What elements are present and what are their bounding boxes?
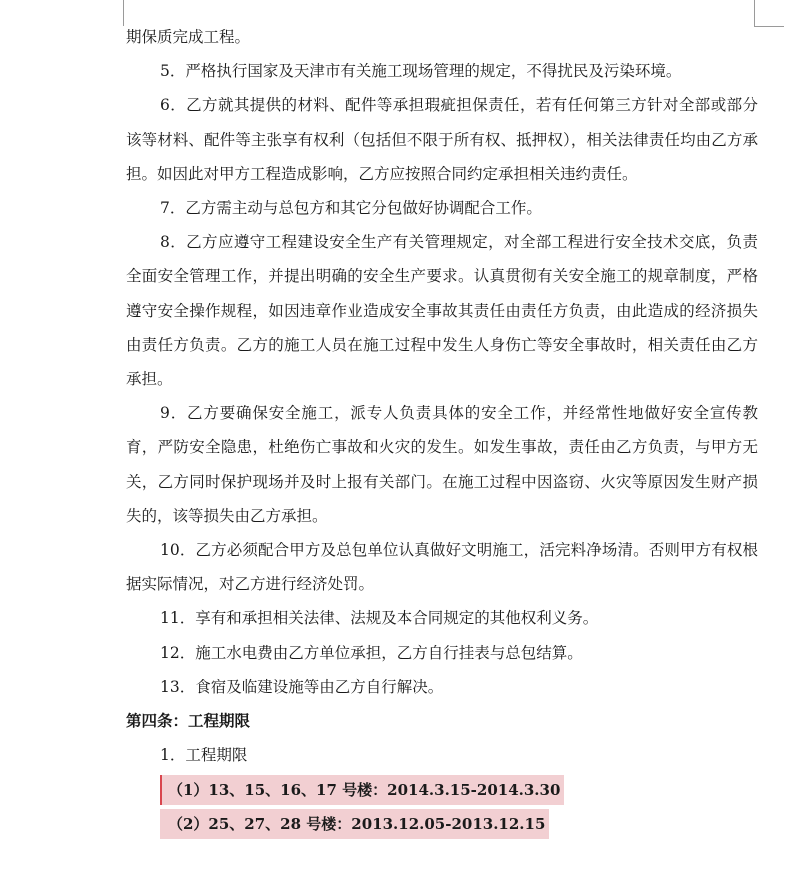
paragraph-5: 5．严格执行国家及天津市有关施工现场管理的规定，不得扰民及污染环境。 — [160, 62, 682, 81]
crop-mark-left — [123, 0, 124, 26]
schedule-row-2 — [126, 807, 758, 841]
highlighted-schedule-text-2: （2）25、27、28 号楼：2013.12.05-2013.12.15 — [160, 809, 549, 839]
paragraph-9: 9．乙方要确保安全施工，派专人负责具体的安全工作，并经常性地做好安全宣传教育，严防安全隐患，杜绝伤亡事故和火灾的发生。如发生事故，责任由乙方负责，与甲方无关，乙方同时保护现场并及时上报有关部门。在施工过程中因盗窃、火灾等原因发生财产损失的，该等损失由乙方承担。 — [126, 404, 758, 525]
paragraph-10: 10．乙方必须配合甲方及总包单位认真做好文明施工，活完料净场清。否则甲方有权根据实际情况，对乙方进行经济处罚。 — [126, 541, 758, 594]
document-body — [126, 20, 758, 841]
highlighted-schedule-text-1: （1）13、15、16、17 号楼：2014.3.15-2014.3.30 — [160, 775, 564, 805]
crop-mark-right-horizontal — [754, 26, 784, 27]
paragraph-13: 13．食宿及临建设施等由乙方自行解决。 — [160, 677, 444, 696]
paragraph-6: 6．乙方就其提供的材料、配件等承担瑕疵担保责任，若有任何第三方针对全部或部分该等材料、配件等主张享有权利（包括但不限于所有权、抵押权），相关法律责任均由乙方承担。如因此对甲方工程造成影响，乙方应按照合同约定承担相关违约责任。 — [126, 96, 758, 183]
paragraph-continuation: 期保质完成工程。 — [126, 28, 251, 46]
item-1-schedule: 1．工程期限 — [160, 746, 248, 765]
paragraph-8: 8．乙方应遵守工程建设安全生产有关管理规定，对全部工程进行安全技术交底，负责全面安全管理工作，并提出明确的安全生产要求。认真贯彻有关安全施工的规章制度，严格遵守安全操作规程，如因违章作业造成安全事故其责任由责任方负责，由此造成的经济损失由责任方负责。乙方的施工人员在施工过程中发生人身伤亡等安全事故时，相关责任由乙方承担。 — [126, 233, 758, 389]
paragraph-11: 11．享有和承担相关法律、法规及本合同规定的其他权利义务。 — [160, 609, 599, 628]
section-4-title: 第四条：工程期限 — [126, 711, 251, 731]
paragraph-7: 7．乙方需主动与总包方和其它分包做好协调配合工作。 — [160, 199, 542, 218]
schedule-row-1 — [126, 772, 758, 806]
paragraph-12: 12．施工水电费由乙方单位承担，乙方自行挂表与总包结算。 — [160, 643, 583, 662]
